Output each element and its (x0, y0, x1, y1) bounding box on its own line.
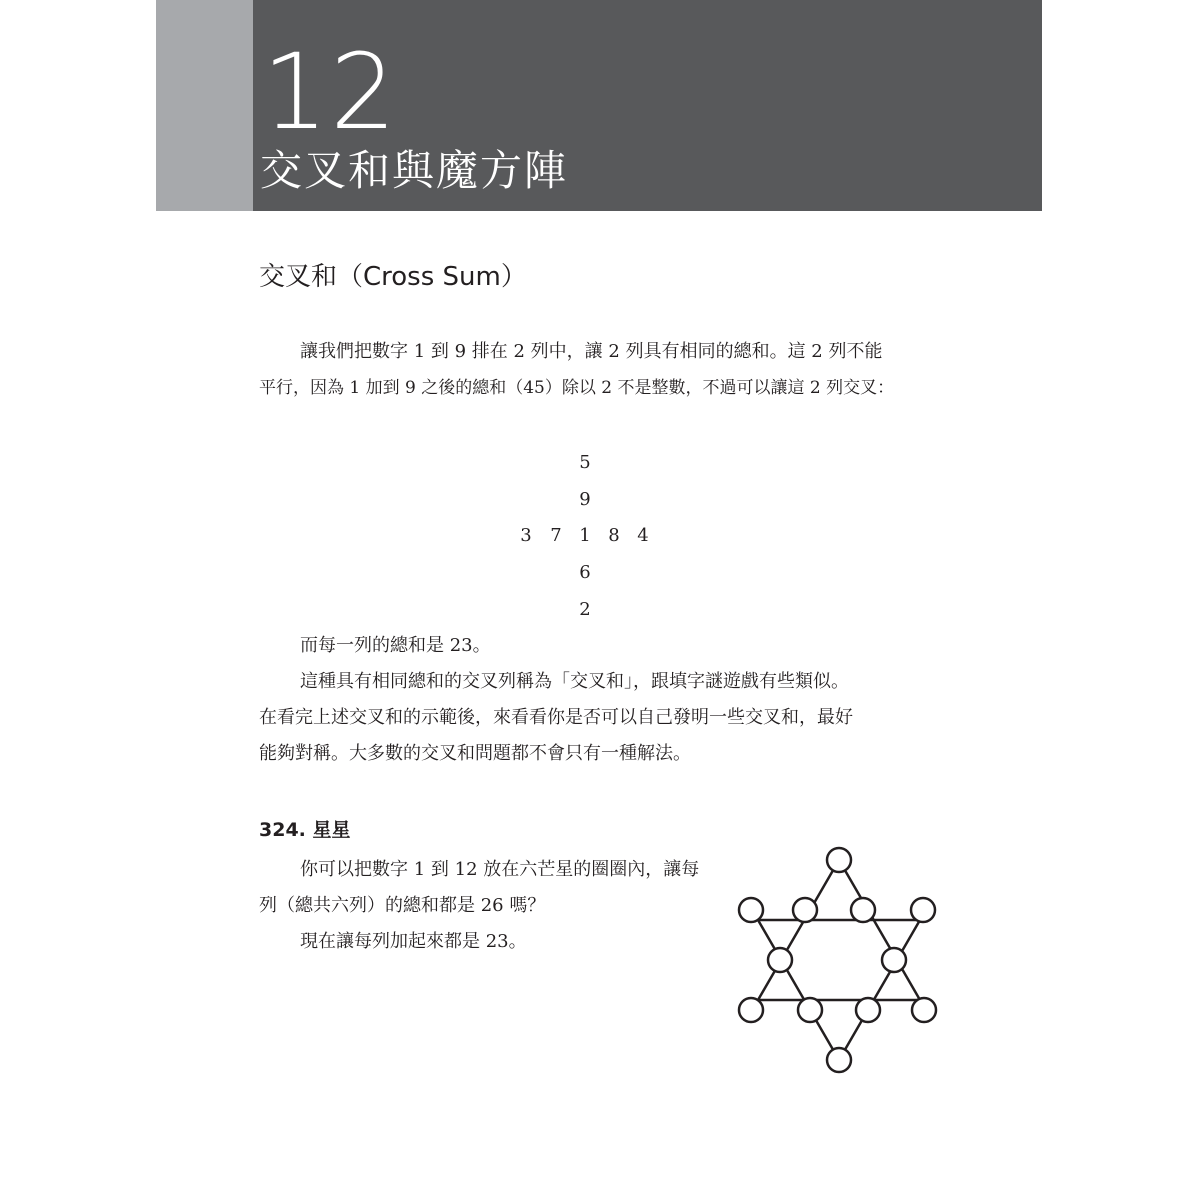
problem-text (259, 852, 729, 960)
star-circle (882, 948, 906, 972)
star-circle (768, 948, 792, 972)
header-accent-bar (156, 0, 253, 211)
intro-line-1: 讓我們把數字 1 到 9 排在 2 列中，讓 2 列具有相同的總和。這 2 列不能 (300, 341, 883, 362)
cross-vertical-digit: 5 (579, 452, 591, 473)
hexagram-circles-icon (730, 840, 950, 1080)
explanation-paragraph (259, 628, 911, 772)
star-circle (856, 998, 880, 1022)
cross-horizontal-digit: 3 (520, 525, 532, 546)
star-circle (739, 998, 763, 1022)
star-triangle-up (758, 860, 920, 1000)
chapter-title: 交叉和與魔方陣 (260, 146, 569, 195)
star-circle (739, 898, 763, 922)
intro-paragraph (259, 334, 911, 406)
cross-horizontal-digit: 4 (637, 525, 649, 546)
cross-horizontal-digit: 7 (550, 525, 562, 546)
cross-vertical-digit: 2 (579, 599, 591, 620)
explain-line-2: 在看完上述交叉和的示範後，來看看你是否可以自己發明一些交叉和，最好 (259, 707, 853, 728)
explain-line-3: 能夠對稱。大多數的交叉和問題都不會只有一種解法。 (259, 743, 691, 764)
problem-line-3: 現在讓每列加起來都是 23。 (300, 931, 527, 952)
star-circle (911, 898, 935, 922)
cross-center-digit: 1 (579, 525, 591, 546)
section-heading: 交叉和（Cross Sum） (259, 262, 527, 292)
star-circle (851, 898, 875, 922)
problem-heading: 324. 星星 (259, 819, 351, 841)
problem-line-2: 列（總共六列）的總和都是 26 嗎？ (259, 895, 546, 916)
star-circle (793, 898, 817, 922)
cross-vertical-digit: 9 (579, 489, 591, 510)
star-circle (912, 998, 936, 1022)
star-circle (827, 1048, 851, 1072)
sum-note: 而每一列的總和是 23。 (300, 635, 491, 656)
problem-line-1: 你可以把數字 1 到 12 放在六芒星的圈圈內，讓每 (300, 859, 700, 880)
star-triangle-down (758, 920, 920, 1060)
star-circle (827, 848, 851, 872)
cross-vertical-digit: 6 (579, 562, 591, 583)
chapter-number: 12 (262, 31, 399, 153)
star-circle (798, 998, 822, 1022)
cross-horizontal-digit: 8 (608, 525, 620, 546)
intro-line-2: 平行，因為 1 加到 9 之後的總和（45）除以 2 不是整數，不過可以讓這 2 列交叉： (259, 378, 895, 398)
explain-line-1: 這種具有相同總和的交叉列稱為「交叉和」，跟填字謎遊戲有些類似。 (300, 671, 849, 692)
